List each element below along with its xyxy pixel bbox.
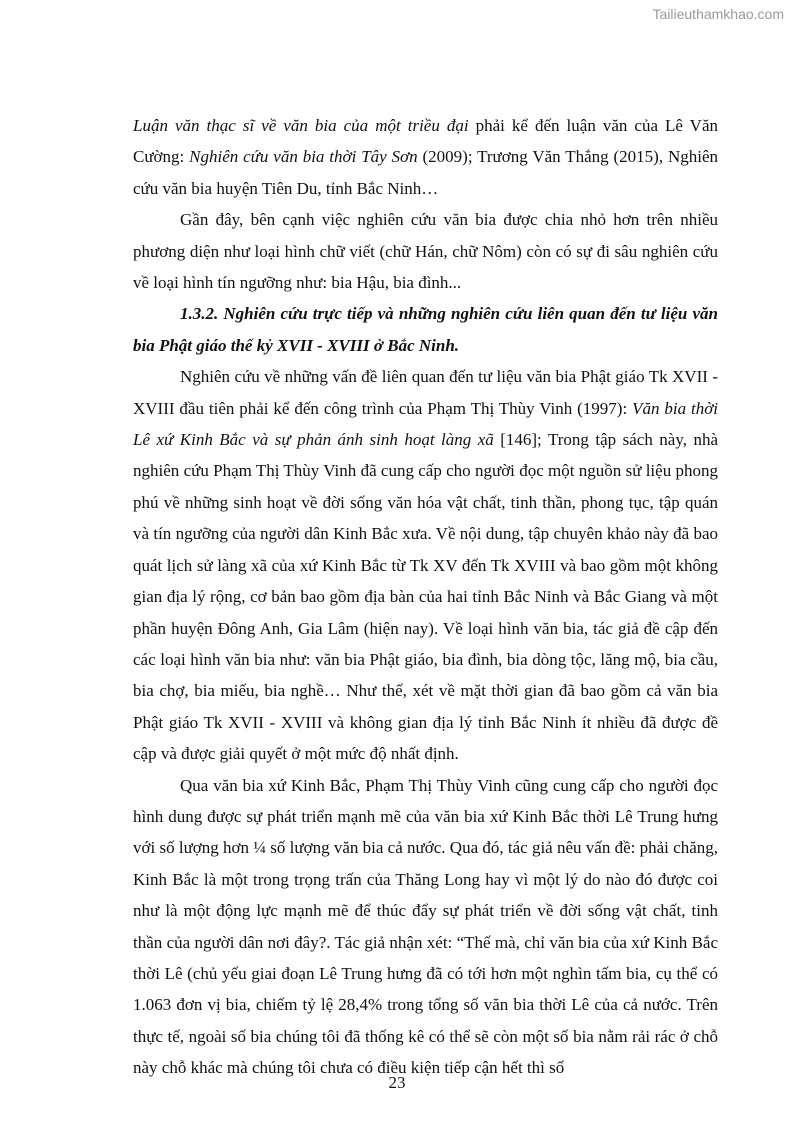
text-run: phải kể đến luận văn của Lê Văn Cường: [133, 116, 718, 167]
text-run: [146]; Trong tập sách này, nhà nghiên cứu Phạm Thị Thùy Vinh đã cung cấp cho người đọc một nguồn sử liệu phong phú về những sinh hoạt về đời sống văn hóa vật chất, tinh thần, phong tục, tập quán và tín ngưỡng của người dân Kinh Bắc xưa. Về nội dung, tập chuyên khảo này đã bao quát lịch sử làng xã của xứ Kinh Bắc từ Tk XV đến Tk XVIII và bao gồm một không gian địa lý rộng, cơ bản bao gồm địa bàn của hai tỉnh Bắc Ninh và Bắc Giang và một phần huyện Đông Anh, Gia Lâm (hiện nay). Về loại hình văn bia, tác giả đề cập đến các loại hình văn bia như: văn bia Phật giáo, bia đình, bia dòng tộc, lăng mộ, bia cầu, bia chợ, bia miếu, bia nghề… Như thế, xét về mặt thời gian đã bao gồm cả văn bia Phật giáo Tk XVII - XVIII và không gian địa lý tỉnh Bắc Ninh ít nhiều đã được đề cập và được giải quyết ở một mức độ nhất định. [133, 430, 718, 764]
page-number: 23 [388, 1073, 406, 1092]
paragraph [133, 204, 718, 298]
paragraph [133, 770, 718, 1084]
text-run: Nghiên cứu về những vấn đề liên quan đến tư liệu văn bia Phật giáo Tk XVII - XVIII đầu tiên phải kể đến công trình của Phạm Thị Thùy Vinh (1997): [133, 367, 718, 418]
text-run: (2009); Trương Văn Thắng (2015), Nghiên cứu văn bia huyện Tiên Du, tỉnh Bắc Ninh… [133, 147, 718, 198]
paragraph [133, 110, 718, 204]
paragraph [133, 361, 718, 769]
text-run-italic: Văn bia thời Lê xứ Kinh Bắc và sự phản ánh sinh hoạt làng xã [133, 398, 718, 450]
text-run: Qua văn bia xứ Kinh Bắc, Phạm Thị Thùy Vinh cũng cung cấp cho người đọc hình dung được sự phát triển mạnh mẽ của văn bia xứ Kinh Bắc thời Lê Trung hưng với số lượng hơn ¼ số lượng văn bia cả nước. Qua đó, tác giả nêu vấn đề: phải chăng, Kinh Bắc là một trong trọng trấn của Thăng Long hay vì một lý do nào đó được coi như là một động lực mạnh mẽ để thúc đẩy sự phát triển về đời sống vật chất, tinh thần của người dân nơi đây?. Tác giả nhận xét: “Thế mà, chỉ văn bia của xứ Kinh Bắc thời Lê (chủ yếu giai đoạn Lê Trung hưng đã có tới hơn một nghìn tấm bia, cụ thể có 1.063 đơn vị bia, chiếm tỷ lệ 28,4% trong tổng số văn bia thời Lê của cả nước. Trên thực tế, ngoài số bia chúng tôi đã thống kê có thể sẽ còn một số bia nằm rải rác ở chỗ này chỗ khác mà chúng tôi chưa có điều kiện tiếp cận hết thì số [133, 775, 718, 1078]
heading-text: 1.3.2. Nghiên cứu trực tiếp và những nghiên cứu liên quan đến tư liệu văn bia Phật giáo thế kỷ XVII - XVIII ở Bắc Ninh. [133, 304, 718, 355]
text-run-italic: Luận văn thạc sĩ về văn bia của một triều đại [133, 116, 469, 135]
watermark-text: Tailieuthamkhao.com [652, 6, 784, 22]
text-run: Gần đây, bên cạnh việc nghiên cứu văn bia được chia nhỏ hơn trên nhiều phương diện như loại hình chữ viết (chữ Hán, chữ Nôm) còn có sự đi sâu nghiên cứu về loại hình tín ngưỡng như: bia Hậu, bia đình... [133, 210, 718, 293]
text-run-italic: Nghiên cứu văn bia thời Tây Sơn [189, 147, 418, 167]
document-body [133, 110, 718, 1084]
section-heading [133, 298, 718, 361]
